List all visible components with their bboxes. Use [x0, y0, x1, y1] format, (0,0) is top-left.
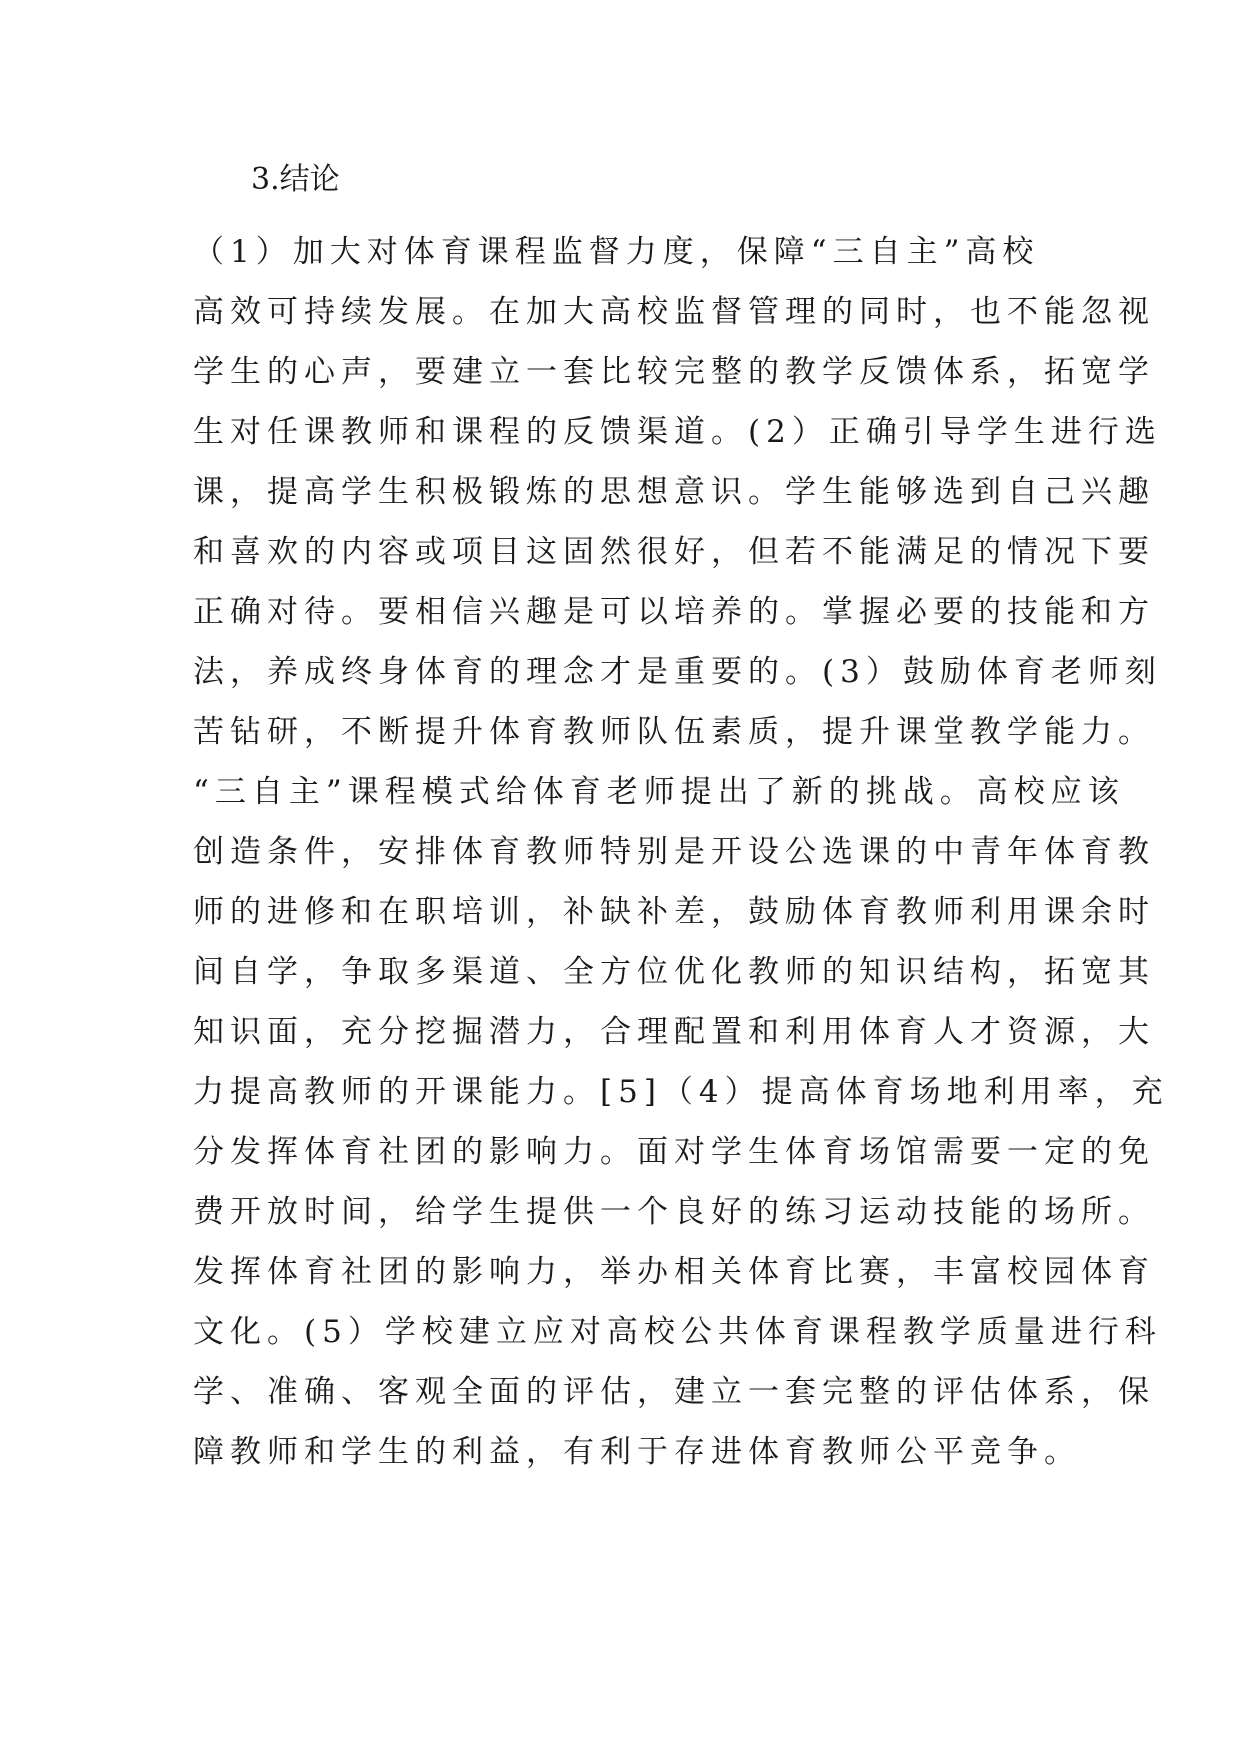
text-line: 生对任课教师和课程的反馈渠道。(2）正确引导学生进行选 [193, 414, 1162, 450]
text-line: 创造条件，安排体育教师特别是开设公选课的中青年体育教 [193, 834, 1155, 870]
text-line: “三自主”课程模式给体育老师提出了新的挑战。高校应该 [193, 774, 1125, 810]
text-line: 障教师和学生的利益，有利于存进体育教师公平竞争。 [193, 1434, 1081, 1470]
text-line: 苦钻研，不断提升体育教师队伍素质，提升课堂教学能力。 [193, 714, 1155, 750]
text-line: 法，养成终身体育的理念才是重要的。(3）鼓励体育老师刻 [193, 654, 1162, 690]
body-text [193, 222, 1169, 1482]
text-line: 课，提高学生积极锻炼的思想意识。学生能够选到自己兴趣 [193, 474, 1155, 510]
text-line: 费开放时间，给学生提供一个良好的练习运动技能的场所。 [193, 1194, 1155, 1230]
text-line: 力提高教师的开课能力。[5]（4）提高体育场地利用率，充 [193, 1074, 1169, 1110]
text-line: 学、准确、客观全面的评估，建立一套完整的评估体系，保 [193, 1374, 1155, 1410]
text-line: 文化。(5）学校建立应对高校公共体育课程教学质量进行科 [193, 1314, 1162, 1350]
text-line: 高效可持续发展。在加大高校监督管理的同时，也不能忽视 [193, 294, 1155, 330]
text-line: 知识面，充分挖掘潜力，合理配置和利用体育人才资源，大 [193, 1014, 1155, 1050]
text-line: 发挥体育社团的影响力，举办相关体育比赛，丰富校园体育 [193, 1254, 1155, 1290]
section-heading: 3.结论 [251, 162, 340, 197]
text-line: （1）加大对体育课程监督力度，保障“三自主”高校 [193, 234, 1040, 270]
text-line: 师的进修和在职培训，补缺补差，鼓励体育教师利用课余时 [193, 894, 1155, 930]
text-line: 分发挥体育社团的影响力。面对学生体育场馆需要一定的免 [193, 1134, 1155, 1170]
text-line: 学生的心声，要建立一套比较完整的教学反馈体系，拓宽学 [193, 354, 1155, 390]
text-line: 间自学，争取多渠道、全方位优化教师的知识结构，拓宽其 [193, 954, 1155, 990]
text-line: 和喜欢的内容或项目这固然很好，但若不能满足的情况下要 [193, 534, 1155, 570]
text-line: 正确对待。要相信兴趣是可以培养的。掌握必要的技能和方 [193, 594, 1155, 630]
